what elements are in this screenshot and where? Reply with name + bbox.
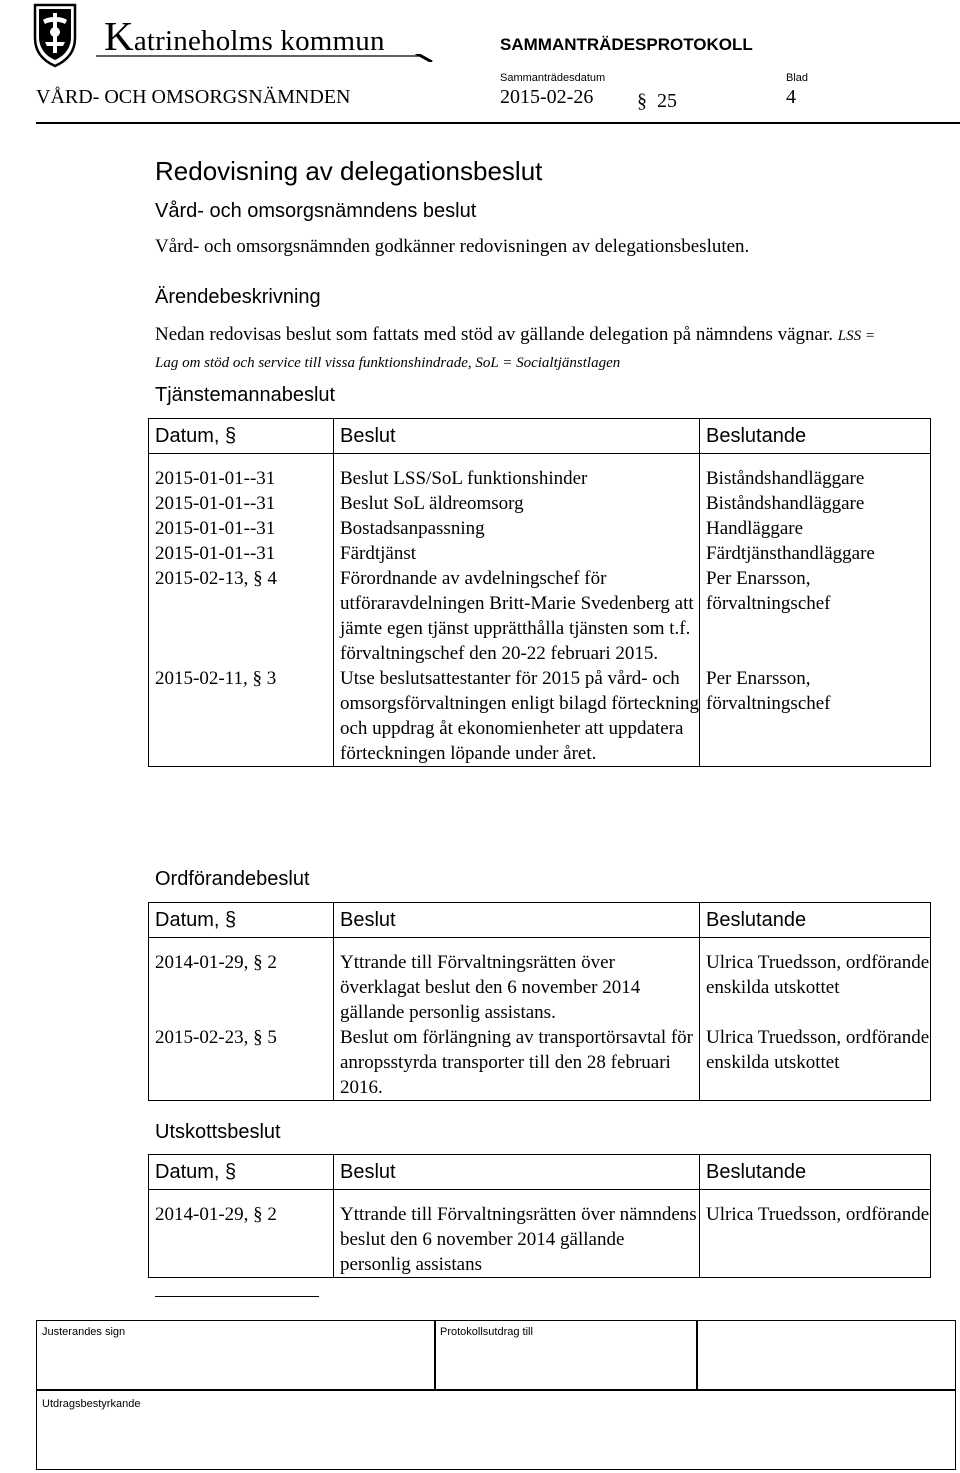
- document-type: SAMMANTRÄDESPROTOKOLL: [500, 35, 753, 54]
- column-header-decision: Beslut: [334, 1155, 700, 1190]
- extract-recipients-label: Protokollsutdrag till: [440, 1326, 533, 1338]
- row-decision: Färdtjänst: [334, 541, 700, 566]
- column-header-date: Datum, §: [149, 1155, 334, 1190]
- column-header-decision: Beslut: [334, 419, 700, 454]
- column-header-decider: Beslutande: [700, 903, 931, 938]
- table-header-row: [149, 1155, 931, 1190]
- board-name: VÅRD- OCH OMSORGSNÄMNDEN: [36, 86, 351, 108]
- table-header-row: [149, 903, 931, 938]
- case-description: [155, 322, 895, 376]
- section-heading-official-decisions: Tjänstemannabeslut: [155, 384, 336, 406]
- table-header-row: [149, 419, 931, 454]
- case-description-heading: Ärendebeskrivning: [155, 286, 321, 308]
- row-decision: Yttrande till Förvaltningsrätten över överklagat beslut den 6 november 2014 gällande personlig assistans.: [334, 950, 700, 1025]
- row-date: 2015-01-01--31: [149, 466, 334, 491]
- meeting-date-label: Sammanträdesdatum: [500, 72, 606, 84]
- row-date: 2014-01-29, § 2: [149, 950, 334, 1025]
- row-decision: Utse beslutsattestanter för 2015 på vård- och omsorgsförvaltningen enligt bilagd förteckning och uppdrag åt ekonomienheter att uppdatera förteckningen löpande under året.: [334, 666, 700, 767]
- meeting-date: 2015-02-26: [500, 86, 594, 108]
- decision-text: Vård- och omsorgsnämnden godkänner redovisningen av delegationsbesluten.: [155, 236, 750, 257]
- committee-decisions-table: [148, 1154, 931, 1278]
- row-decision: Beslut om förlängning av transportörsavtal för anropsstyrda transporter till den 28 februari 2016.: [334, 1025, 700, 1101]
- paragraph-sign: §: [637, 90, 647, 112]
- table-row: [149, 1202, 931, 1278]
- row-date: 2015-01-01--31: [149, 516, 334, 541]
- row-decider: Färdtjänsthandläggare: [700, 541, 931, 566]
- organization-name-rest: atrineholms kommun: [133, 25, 385, 57]
- certification-label: Utdragsbestyrkande: [42, 1398, 141, 1410]
- table-spacer: [149, 454, 931, 467]
- row-decision: Bostadsanpassning: [334, 516, 700, 541]
- row-date: 2015-01-01--31: [149, 541, 334, 566]
- paragraph-number: 25: [657, 90, 677, 112]
- row-decider: Biståndshandläggare: [700, 466, 931, 491]
- table-row: [149, 516, 931, 541]
- page-number: 4: [786, 86, 796, 108]
- footer-divider: [696, 1320, 698, 1390]
- organization-initial: K: [104, 13, 134, 59]
- chair-decisions-table: [148, 902, 931, 1101]
- case-description-text: Nedan redovisas beslut som fattats med stöd av gällande delegation på nämndens vägnar.: [155, 324, 834, 345]
- footer-divider: [434, 1320, 436, 1390]
- table-row: [149, 491, 931, 516]
- section-heading-chair-decisions: Ordförandebeslut: [155, 868, 310, 890]
- column-header-decision: Beslut: [334, 903, 700, 938]
- adjuster-signature-label: Justerandes sign: [42, 1326, 126, 1338]
- row-decider: Per Enarsson, förvaltningschef: [700, 566, 931, 666]
- page-title: Redovisning av delegationsbeslut: [155, 156, 543, 186]
- page-label: Blad: [786, 72, 809, 84]
- row-decider: Ulrica Truedsson, ordförande enskilda utskottet: [700, 950, 931, 1025]
- row-date: 2015-01-01--31: [149, 491, 334, 516]
- table-spacer: [149, 1190, 931, 1203]
- table-spacer: [149, 938, 931, 951]
- column-header-date: Datum, §: [149, 419, 334, 454]
- row-decider: Ulrica Truedsson, ordförande: [700, 1202, 931, 1278]
- column-header-date: Datum, §: [149, 903, 334, 938]
- row-decision: Förordnande av avdelningschef för utföraravdelningen Britt-Marie Svedenberg att jämte egen tjänst upprätthålla tjänsten som t.f. förvaltningschef den 20-22 februari 2015.: [334, 566, 700, 666]
- header-divider: [36, 122, 960, 124]
- column-header-decider: Beslutande: [700, 1155, 931, 1190]
- row-decider: Biståndshandläggare: [700, 491, 931, 516]
- official-decisions-table: [148, 418, 931, 767]
- row-decision: Yttrande till Förvaltningsrätten över nämndens beslut den 6 november 2014 gällande personlig assistans: [334, 1202, 700, 1278]
- row-decider: Per Enarsson, förvaltningschef: [700, 666, 931, 767]
- table-row: [149, 466, 931, 491]
- row-date: 2014-01-29, § 2: [149, 1202, 334, 1278]
- section-heading-committee-decisions: Utskottsbeslut: [155, 1121, 281, 1143]
- organization-name: [104, 13, 385, 59]
- row-decision: Beslut LSS/SoL funktionshinder: [334, 466, 700, 491]
- row-date: 2015-02-13, § 4: [149, 566, 334, 666]
- row-decider: Ulrica Truedsson, ordförande enskilda utskottet: [700, 1025, 931, 1101]
- row-date: 2015-02-23, § 5: [149, 1025, 334, 1101]
- municipal-crest-logo: [32, 2, 78, 68]
- decision-heading: Vård- och omsorgsnämndens beslut: [155, 200, 477, 222]
- table-row: [149, 541, 931, 566]
- column-header-decider: Beslutande: [700, 419, 931, 454]
- signature-line: [155, 1296, 319, 1297]
- footer-divider: [36, 1389, 956, 1391]
- table-row: [149, 666, 931, 767]
- row-decider: Handläggare: [700, 516, 931, 541]
- row-date: 2015-02-11, § 3: [149, 666, 334, 767]
- footer-box: [36, 1320, 956, 1470]
- table-row: [149, 950, 931, 1025]
- table-row: [149, 566, 931, 666]
- table-row: [149, 1025, 931, 1101]
- abbreviation-note: LSS = Lag om stöd och service till vissa funktionshindrade, SoL = Socialtjänstlagen: [155, 328, 875, 371]
- organization-underline: [96, 54, 434, 62]
- row-decision: Beslut SoL äldreomsorg: [334, 491, 700, 516]
